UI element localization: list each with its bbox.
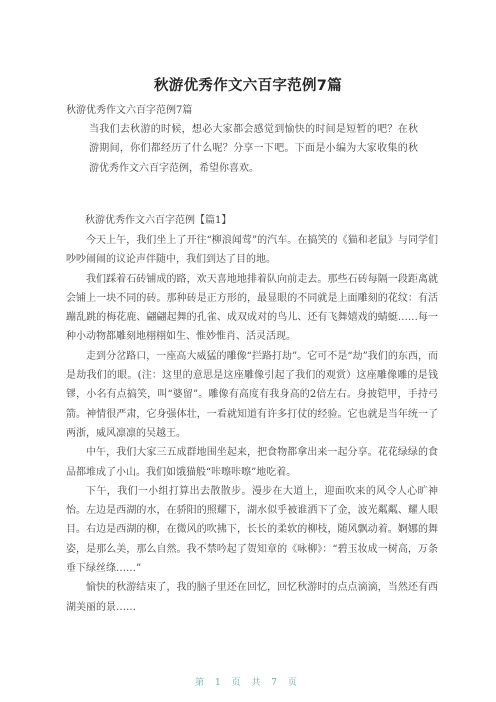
body-paragraph: 今天上午，我们坐上了开往“柳浪闻莺”的汽车。在搞笑的《猫和老鼠》与同学们吵吵闹闹的议论声伴随中，我们到达了目的地。	[66, 235, 438, 266]
body-paragraph: 走到分岔路口，一座高大威猛的雕像“拦路打劫”。它可不是“劫”我们的东西，而是劫我们的眼。(注：这里的意思是这座雕像引起了我们的观赏）这座雕像雕的是钱镠，小名有点搞笑，叫“婆留”。雕像有高度有我身高的2倍左右。身披铠甲，手持弓箭。神情很严肃，它身强体壮，一看就知道有许多打仗的经验。它也就是当年统一了两浙，威风凛凛的吴越王。	[66, 350, 438, 439]
page-number-footer: 第 1 页 共 7 页	[195, 678, 301, 688]
document-subtitle: 秋游优秀作文六百字范例7篇	[66, 105, 193, 116]
intro-paragraph: 当我们去秋游的时候，想必大家都会感觉到愉快的时间是短暂的吧？在秋游期间，你们都经历了什么呢？分享一下吧。下面是小编为大家收集的秋游优秀作文六百字范例，希望你喜欢。	[89, 124, 418, 174]
section-heading: 秋游优秀作文六百字范例【篇1】	[85, 215, 232, 226]
body-paragraph: 愉快的秋游结束了，我的脑子里还在回忆，回忆秋游时的点点滴滴，当然还有西湖美丽的景……	[66, 582, 438, 613]
document-title: 秋游优秀作文六百字范例7篇	[154, 78, 342, 94]
body-paragraph: 我们踩着石砖铺成的路，欢天喜地地排着队向前走去。那些石砖每隔一段距离就会铺上一块不同的砖。那种砖是正方形的，最显眼的不同就是上面雕刻的花纹：有活蹦乱跳的梅花鹿、翩翩起舞的孔雀、成双成对的鸟儿、还有飞舞嬉戏的蜻蜓……每一种小动物都雕刻地栩栩如生、惟妙惟肖、活灵活现。	[66, 273, 438, 343]
article-body	[66, 231, 438, 617]
body-paragraph: 中午，我们大家三五成群地围坐起来，把食物都拿出来一起分享。花花绿绿的食品都堆成了小山。我们如饿猫般“咔嚓咔嚓”地吃着。	[66, 447, 438, 478]
body-paragraph: 下午，我们一小组打算出去散散步。漫步在大道上，迎面吹来的风令人心旷神怡。左边是西湖的水，在骄阳的照耀下，湖水似乎被谁洒下了金，波光粼粼、耀人眼目。右边是西湖的柳，在微风的吹拂下，长长的柔软的柳枝，随风飘动着。婀娜的舞姿，是那么美，那么自然。我不禁吟起了贺知章的《咏柳》：“碧玉妆成一树高，万条垂下绿丝绦……”	[66, 485, 438, 575]
